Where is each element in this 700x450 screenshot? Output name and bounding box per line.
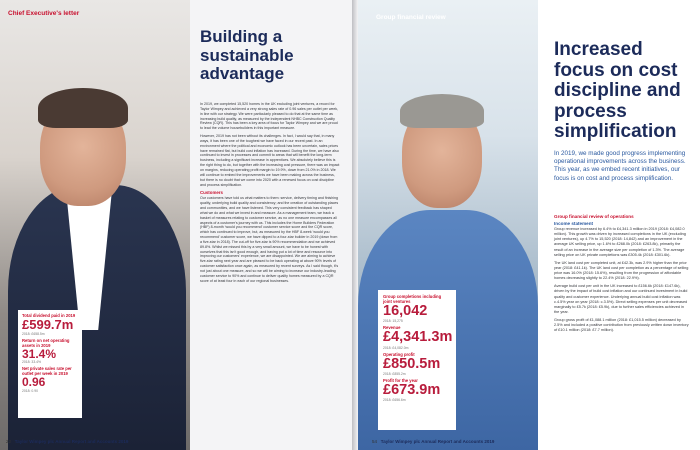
kpi-comparison: 2018: £4,082.0m — [383, 345, 409, 350]
intro-paragraph: In 2019, we made good progress implementing operational improvements across the business. This year, as we embed recent initiatives, our focus is on cost and process simplification. — [554, 150, 686, 182]
kpi-profit-for-year — [383, 378, 451, 402]
kpi-label: Revenue — [383, 325, 401, 331]
financial-review-body — [554, 212, 690, 336]
page-footer — [372, 439, 494, 444]
kpi-value: 0.96 — [22, 375, 46, 390]
body-paragraph: The UK land cost per completed unit, at £42.3k, was 2.9% higher than the prior year (2018: £41.1k). The UK land cost per completion as a percentage of selling price was 16.0% (2018: 15.6%), resulting from the progression of affordable homes decreasing slightly to 22.4% (2018: 22.9%). — [554, 260, 689, 281]
kpi-return-on-assets — [22, 338, 78, 365]
kpi-label: Return on net operating assets in 2019 — [22, 337, 70, 348]
letter-body — [200, 102, 340, 287]
footer-text: Taylor Wimpey plc Annual Report and Accounts 2019 — [14, 439, 129, 444]
page-number: 54 — [372, 439, 378, 444]
kpi-revenue — [383, 325, 451, 349]
executive-photo — [358, 0, 538, 450]
page-title: Building a sustainable advantage — [200, 27, 294, 84]
kpi-card — [18, 310, 82, 418]
page-title: Increased focus on cost discipline and process simplification — [554, 39, 681, 143]
kpi-comparison: 2018: £855.2m — [383, 371, 406, 376]
kpi-label: Operating profit — [383, 351, 415, 357]
kpi-label: Net private sales rate per outlet per week in 2019 — [22, 366, 72, 377]
kpi-label: Profit for the year — [383, 377, 418, 383]
page-footer — [6, 439, 128, 444]
kpi-comparison: 2018: 15,275 — [383, 319, 403, 324]
section-tag: Group financial review — [376, 14, 446, 21]
kpi-card — [378, 290, 456, 430]
kpi-comparison: 2018: £658.5m — [22, 331, 45, 336]
kpi-value: £850.5m — [383, 355, 441, 372]
page-number: 22 — [6, 439, 12, 444]
kpi-value: 31.4% — [22, 346, 57, 361]
kpi-completions — [383, 294, 451, 323]
right-page — [358, 0, 700, 450]
kpi-operating-profit — [383, 352, 451, 376]
kpi-value: £4,341.3m — [383, 329, 453, 346]
ceo-photo — [0, 0, 190, 450]
body-paragraph: However, 2019 has not been without its challenges. In fact, I would say that, in many ways, it has been one of the toughest we have faced in our recent past. In an environment where the political and economic outlook has been uncertain, sales prices have remained flat, but build cost inflation has increased. During the time, we have also continued to invest in processes and commit to areas that will benefit the long-term business, including a significant increase in apprentices. We absolutely believe this is the right thing to do, but together with the increasing cost pressure, there was an impact on margins, reducing operating profit margin to 19.9%, down from 21.0% in 2018. We will continue to embed the improvements we have been making across the business, but there is no doubt that we come into 2020 with a renewed focus on cost discipline and process simplification. — [200, 134, 340, 187]
kpi-comparison: 2018: £656.6m — [383, 398, 406, 403]
kpi-label: Group completions including joint ventures — [383, 294, 442, 305]
section-tag: Chief Executive's letter — [8, 10, 80, 17]
kpi-value: 16,042 — [383, 303, 428, 320]
body-paragraph: Group revenue increased by 6.4% to £4,341.3 million in 2019 (2018: £4,082.0 million). This growth was driven by increased completions in the UK (excluding joint ventures), up 4.7% to 15,520 (2018: 14,842) and an improvement in the average UK selling price, up 1.6% to £268.0k (2018: £263.8k), primarily the result of an increase in the average size per completion of 1.3%. The average selling price on UK private completions was £305.4k (2018: £301.6k). — [554, 227, 686, 257]
kpi-value: £599.7m — [22, 317, 74, 333]
kpi-dividend — [22, 313, 78, 336]
body-paragraph: Group gross profit of £1,088.1 million (2018: £1,015.5 million) decreased by 2.5% and included a positive contribution from previously written down inventory of £10.1 million (2018: £7.7 million). — [554, 318, 689, 333]
kpi-sales-rate — [22, 366, 78, 393]
body-paragraph: In 2019, we completed 15,520 homes in the UK excluding joint ventures, a record for Taylor Wimpey and achieved a very strong sales rate of 0.96 sales per outlet per week, in line with our strategy. We were particularly pleased to do that at the same time as increasing build quality, as measured by the independent NHBC Construction Quality Review (CQR). This has been a key area of focus for Taylor Wimpey and we are proud to lead the volume housebuilders in this important measure. — [200, 102, 339, 131]
section-subheading: Income statement — [554, 221, 594, 226]
body-paragraph: Our customers have told us what matters to them: service, delivery timing and finishing quality, underlying build quality and consistency; and the creation of outstanding places and communities, and we have listened. This very consistent feedback has shaped what we do and what we invest in and measure. As a management team, we track a basket of measures relating to customer service, as no one measure encompasses all aspects of a customer's journey with us. This includes the Home Builders Federation (HBF) 8-month 'would you recommend' customer service score and the CQR score, which has continued to improve, but, as measured by the HBF 8-week 'would you recommend' customer score, we have dipped to a four-star builder in 2019 (down from a five-star in 2018). The cut-off for five-star is 90% recommendation and we achieved 89.8%. Whilst we missed this by a very small amount, we have to be honest with ourselves that this isn't good enough, and having put a lot of time and resource into improving our customers' experience, we are disappointed. We are aiming to achieve five-star rating next year and are pleased to be back operating at above 90% levels of customer satisfaction once again, as measured by recent surveys. As I said though, it's not just about one measure, and so we will be aiming to increase our industry-leading customer service to 90% and continue to deliver quality homes measured by a CQR score of at least four in each of our regional businesses. — [200, 196, 339, 283]
kpi-comparison: 2018: 0.90 — [22, 388, 39, 393]
section-subheading: Customers — [200, 190, 223, 196]
footer-text: Taylor Wimpey plc Annual Report and Accounts 2019 — [380, 439, 495, 444]
kpi-comparison: 2018: 33.4% — [22, 360, 42, 365]
kpi-value: £673.9m — [383, 381, 441, 398]
body-paragraph: Average build cost per unit in the UK increased to £156.6k (2018: £147.6k), driven by the impact of build cost inflation and our continued investment in build quality and customer experience. Underlying annual build cost inflation was c.4.5% year on year (2018: c.3.5%). Direct selling expenses per unit decreased marginally to £5.7k (2018: £5.9k), due to further sales efficiencies achieved in the year. — [554, 284, 688, 314]
section-subheading: Group financial review of operations — [554, 214, 634, 219]
kpi-label: Total dividend paid in 2019 — [22, 313, 76, 318]
